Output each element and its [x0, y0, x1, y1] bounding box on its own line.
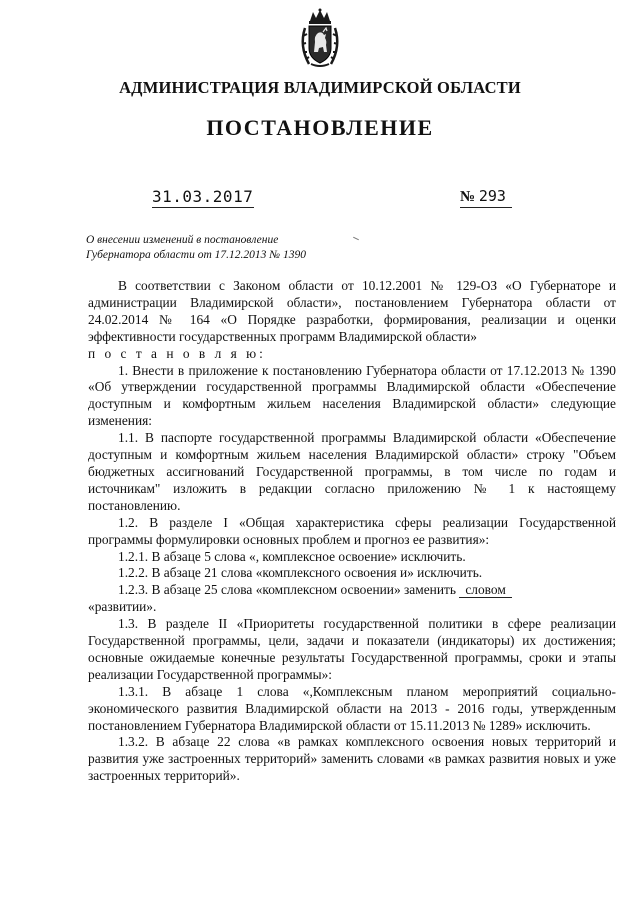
document-number — [460, 187, 512, 208]
coat-of-arms-icon — [297, 8, 343, 70]
document-date: 31.03.2017 — [152, 187, 254, 206]
paragraph-1-2-3-cont: «развитии». — [88, 599, 157, 615]
paragraph-1-2-2: 1.2.2. В абзаце 21 слова «комплексного освоения и» исключить. — [118, 565, 483, 581]
underlined-word: словом — [459, 582, 511, 598]
number-value: 293 — [478, 187, 506, 205]
paragraph-1-1: 1.1. В паспорте государственной программы Владимирской области «Обеспечение доступным и комфортным жильем населения Владимирской области» строку "Объем бюджетных ассигнований Государственной программы, в том числе по годам и источникам" изложить в редакции согласно приложению № 1 к настоящему постановлению. — [88, 430, 616, 513]
stray-mark — [353, 237, 359, 240]
number-label: № — [460, 189, 476, 205]
paragraph-1-3-1: 1.3.1. В абзаце 1 слова «,Комплексным планом мероприятий социально-экономического развития Владимирской области на 2013 - 2016 годы, утвержденным постановлением Губернатора Владимирской области от 15.11.2013 № 1289» исключить. — [88, 683, 616, 733]
subject-line: Губернатора области от 17.12.2013 № 1390 — [86, 248, 306, 261]
organization-name: АДМИНИСТРАЦИЯ ВЛАДИМИРСКОЙ ОБЛАСТИ — [119, 78, 521, 97]
resolve-word: п о с т а н о в л я ю: — [88, 345, 266, 361]
paragraph-1-2: 1.2. В разделе I «Общая характеристика сферы реализации Государственной программы формулировки основных проблем и прогноз ее развития»: — [88, 514, 616, 547]
document-subject — [86, 233, 306, 262]
document-body — [88, 278, 616, 785]
subject-line: О внесении изменений в постановление — [86, 234, 279, 246]
paragraph-1-3-2: 1.3.2. В абзаце 22 слова «в рамках комплексного освоения новых территорий и развития уже застроенных территорий» заменить словами «в рамках развития новых и уже застроенных территорий». — [88, 734, 616, 784]
paragraph-1-2-3: 1.2.3. В абзаце 25 слова «комплексном освоении» заменить словом — [88, 582, 616, 599]
preamble-paragraph: В соответствии с Законом области от 10.12.2001 № 129-ОЗ «О Губернаторе и администрации Владимирской области», постановлением Губернатора области от 24.02.2014 № 164 «О Порядке разработки, формирования, реализации и оценки эффективности государственных программ Владимирской области» — [88, 278, 616, 344]
paragraph-1: 1. Внести в приложение к постановлению Губернатора области от 17.12.2013 № 1390 «Об утверждении государственной программы Владимирской области «Обеспечение доступным и комфортным жильем населения Владимирской области» следующие изменения: — [88, 362, 616, 429]
paragraph-1-3: 1.3. В разделе II «Приоритеты государственной политики в сфере реализации Государственной программы, цели, задачи и показатели (индикаторы) их достижения; основные ожидаемые конечные результаты Государственной программы, сроки и этапы реализации Государственной программы»: — [88, 616, 616, 682]
document-type-title: ПОСТАНОВЛЕНИЕ — [206, 115, 434, 140]
paragraph-1-2-1: 1.2.1. В абзаце 5 слова «, комплексное освоение» исключить. — [118, 548, 466, 564]
